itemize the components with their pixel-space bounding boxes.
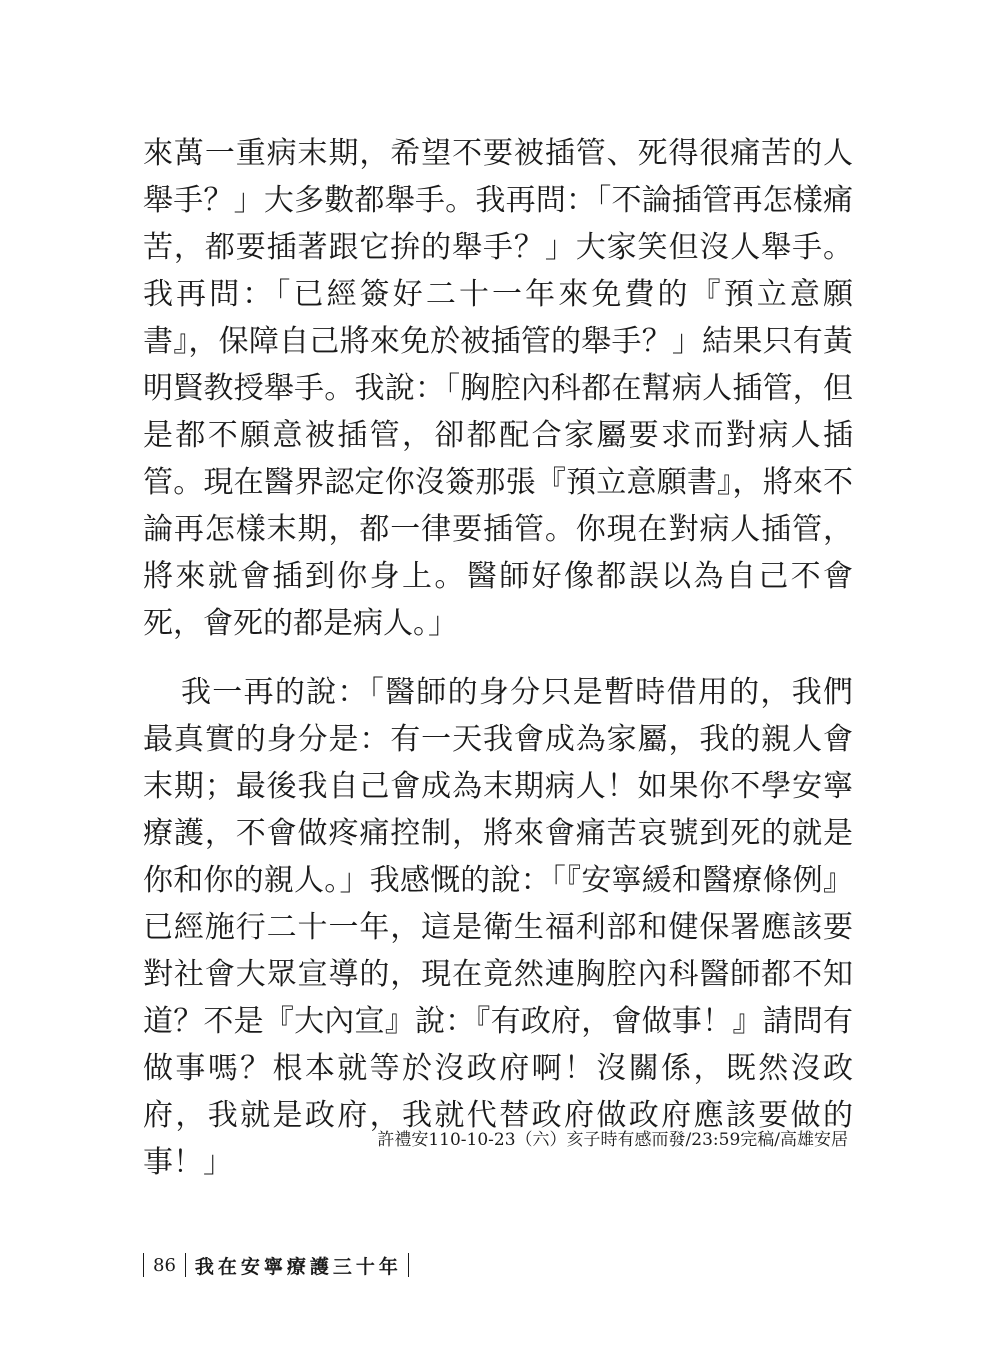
footer-divider-right xyxy=(408,1253,409,1277)
page-number: 86 xyxy=(153,1254,176,1276)
paragraph-1: 來萬一重病末期，希望不要被插管、死得很痛苦的人舉手？」大多數都舉手。我再問：「不論插管再怎樣痛苦，都要插著跟它拚的舉手？」大家笑但沒人舉手。我再問：「已經簽好二十一年來免費的『預立意願書』，保障自己將來免於被插管的舉手？」結果只有黃明賢教授舉手。我說：「胸腔內科都在幫病人插管，但是都不願意被插管，卻都配合家屬要求而對病人插管。現在醫界認定你沒簽那張『預立意願書』，將來不論再怎樣末期，都一律要插管。你現在對病人插管，將來就會插到你身上。醫師好像都誤以為自己不會死，會死的都是病人。」 xyxy=(143,136,853,641)
footer-divider-middle xyxy=(185,1253,186,1277)
author-signature-line: 許禮安110-10-23（六）亥子時有感而發/23:59完稿/高雄安居 xyxy=(377,1130,848,1150)
paragraph-2: 我一再的說：「醫師的身分只是暫時借用的，我們最真實的身分是：有一天我會成為家屬，我的親人會末期；最後我自己會成為末期病人！如果你不學安寧療護，不會做疼痛控制，將來會痛苦哀號到死的就是你和你的親人。」我感慨的說：「『安寧緩和醫療條例』已經施行二十一年，這是衛生福利部和健保署應該要對社會大眾宣導的，現在竟然連胸腔內科醫師都不知道？不是『大內宣』說：『有政府，會做事！』請問有做事嗎？根本就等於沒政府啊！沒關係，既然沒政府，我就是政府，我就代替政府做政府應該要做的事！」 xyxy=(143,675,853,1180)
book-title: 我在安寧療護三十年 xyxy=(194,1255,402,1278)
page-footer xyxy=(143,1251,409,1279)
body-text xyxy=(143,130,853,1186)
footer-divider-left xyxy=(143,1253,144,1277)
